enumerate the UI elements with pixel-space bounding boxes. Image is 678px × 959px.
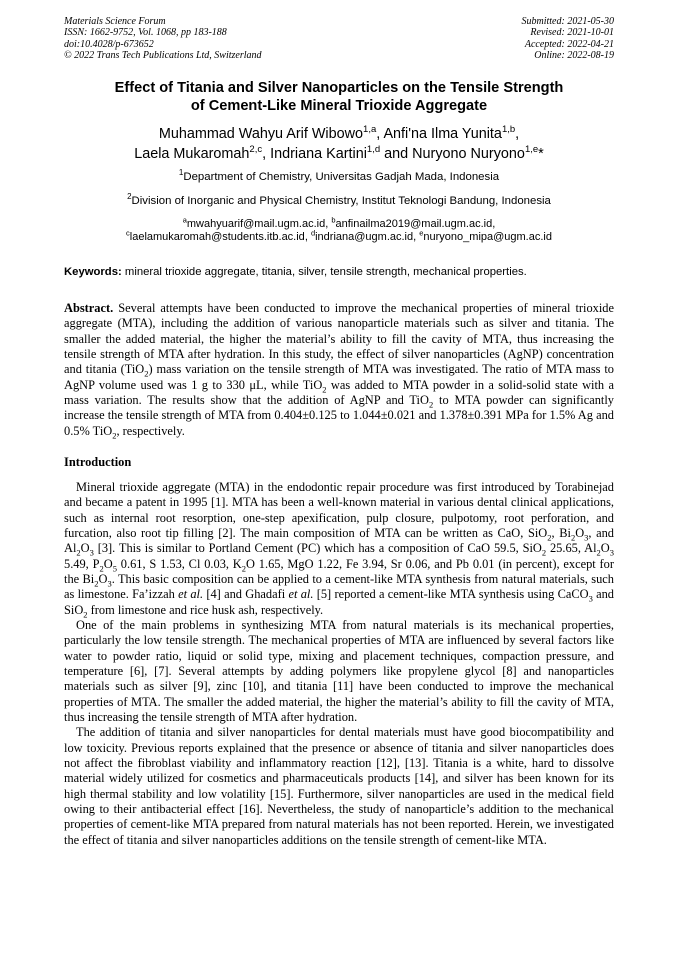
affiliation-text: Department of Chemistry, Universitas Gadjah Mada, Indonesia xyxy=(183,170,500,183)
subscript: 2 xyxy=(76,547,81,558)
email-address[interactable]: indriana@ugm.ac.id xyxy=(315,231,414,244)
subscript: 2 xyxy=(322,384,327,394)
affiliation-mark: 2 xyxy=(127,191,132,201)
email-mark: a xyxy=(182,214,187,224)
journal-issn: ISSN: 1662-9752, Vol. 1068, pp 183-188 xyxy=(64,27,227,39)
subscript: 2 xyxy=(144,368,149,379)
date-submitted: Submitted: 2021-05-30 xyxy=(521,16,614,27)
date-online: Online: 2022-08-19 xyxy=(534,50,614,62)
affiliation-2 xyxy=(64,191,614,208)
date-revised: Revised: 2021-10-01 xyxy=(530,27,614,39)
email-line-2 xyxy=(64,228,614,245)
subscript: 2 xyxy=(112,430,117,441)
author-name: Anfi'na Ilma Yunita xyxy=(383,125,502,142)
keywords xyxy=(64,265,614,279)
journal-copyright: © 2022 Trans Tech Publications Ltd, Switzerland xyxy=(64,50,262,62)
author-affil-mark: 1,b xyxy=(501,123,516,135)
title-line-2: of Cement-Like Mineral Trioxide Aggregate xyxy=(190,97,488,114)
author-separator: , xyxy=(262,145,271,162)
subscript: 2 xyxy=(596,547,601,558)
subscript: 3 xyxy=(89,547,94,558)
journal-doi: doi:10.4028/p-673652 xyxy=(64,38,154,50)
date-accepted: Accepted: 2022-04-21 xyxy=(524,38,614,50)
author-affil-mark: 1,d xyxy=(366,143,381,155)
title-line-1: Effect of Titania and Silver Nanoparticles on the Tensile Strength xyxy=(114,79,564,96)
article-dates xyxy=(522,16,615,62)
email-mark: b xyxy=(331,214,336,224)
email-separator: , xyxy=(304,231,311,244)
author-name: Laela Mukaromah xyxy=(134,145,250,162)
subscript: 2 xyxy=(428,399,434,410)
author-name: Indriana Kartini xyxy=(270,145,367,162)
email-address[interactable]: mwahyuarif@mail.ugm.ac.id xyxy=(186,217,326,230)
subscript: 2 xyxy=(541,547,547,558)
italic-text: et al. xyxy=(178,587,204,602)
author-affil-mark: 1,a xyxy=(363,123,377,135)
author-emails xyxy=(64,214,614,245)
author-name: Muhammad Wahyu Arif Wibowo xyxy=(158,125,364,142)
journal-name: Materials Science Forum xyxy=(64,16,166,27)
subscript: 2 xyxy=(241,563,247,574)
email-mark: d xyxy=(310,228,316,238)
subscript: 2 xyxy=(94,578,99,589)
author-line-2 xyxy=(64,144,614,164)
abstract-body: Several attempts have been conducted to improve the mechanical properties of mineral trioxide aggregate (MTA), including the addition of various nanoparticle materials such as silver and titania. The smaller the added material, the higher the material’s ability to fill the cavity of MTA, thus increasing the tensile strength of MTA after hydration. In this study, the effect of silver nanoparticles (AgNP) concentration and titania (TiO$_2$) mass variation on the tensile strength of MTA was investigated. The ratio of MTA mass to AgNP volume used was 1 g to 330 μL, while TiO$_2$ was added to MTA powder in a solid-solid state with a mass variation. The results show that the addition of AgNP and TiO$_2$ to MTA powder can significantly increase the tensile strength of MTA from 0.404±0.125 to 1.044±0.021 and 1.378±0.391 MPa for 1.5% Ag and 0.5% TiO$_2$, respectively. xyxy=(64,300,615,441)
corresponding-mark: * xyxy=(538,145,544,162)
author-list xyxy=(64,124,614,164)
introduction-heading: Introduction xyxy=(64,454,132,469)
email-address[interactable]: nuryono_mipa@ugm.ac.id xyxy=(423,231,552,244)
affiliation-text: Division of Inorganic and Physical Chemistry, Institut Teknologi Bandung, Indonesia xyxy=(131,194,551,207)
affiliation-mark: 1 xyxy=(178,167,184,177)
subscript: 5 xyxy=(112,563,117,574)
email-address[interactable]: laelamukaromah@students.itb.ac.id xyxy=(129,231,305,244)
author-affil-mark: 2,c xyxy=(249,143,263,155)
italic-text: et al. xyxy=(288,587,314,602)
author-line-1 xyxy=(64,124,614,144)
journal-header xyxy=(64,16,614,62)
subscript: 3 xyxy=(609,547,614,558)
subscript: 3 xyxy=(584,532,589,543)
subscript: 2 xyxy=(99,563,104,574)
subscript: 2 xyxy=(547,532,552,543)
paper-title xyxy=(64,79,614,115)
affiliation-1 xyxy=(64,167,614,184)
intro-paragraph: Mineral trioxide aggregate (MTA) in the endodontic repair procedure was first introduced by Torabinejad and became a patent in 1995 [1]. MTA has been a well-known material in various dental clinical applications, such as internal root resorption, one-step apexification, pulp closure, pulpotomy, root perforation, and furcation, also root tip filling [2]. The main composition of MTA can be written as CaO, SiO$_2$, $Bi_2O_3$, and $Al_2O_3$ [3]. This is similar to Portland Cement (PC) which has a composition of CaO 59.5, SiO$_2$ 25.65, $Al_2O_3$ 5.49, $P_2O_5$ 0.61, S 1.53, Cl 0.03, $K_2O$ 1.65, MgO 1.22, Fe 3.94, Sr 0.06, and Pb 0.01 (in percent), except for the $Bi_2O_3$. This basic composition can be applied to a cement-like MTA synthesis from natural materials, such as limestone. Fa’izzah et al. [4] and Ghadafi et al. [5] reported a cement-like MTA synthesis using CaCO$_3$ and SiO$_2$ from limestone and rice husk ash, respectively. xyxy=(64,479,614,620)
email-separator: , xyxy=(325,217,332,230)
email-address[interactable]: anfinailma2019@mail.ugm.ac.id xyxy=(335,217,493,230)
abstract xyxy=(64,301,614,439)
email-separator: , xyxy=(492,217,496,230)
intro-paragraph: The addition of titania and silver nanoparticles for dental materials must have good biocompatibility and low toxicity. Previous reports explained that the presence or absence of titania and silver nanoparticles does not affect the fibroblast viability and inflammatory reaction [12], [13]. Titania is a white, hard to dissolve material widely utilized for cosmetics and pharmaceuticals products [14], and silver has been known for its high thermal stability and low volatility [15]. Furthermore, silver nanoparticles are used in the medical field owing to their antibacterial effect [16]. Nevertheless, the study of nanoparticle’s addition to the mechanical properties of cement-like MTA prepared from natural materials has not been reported. Herein, we investigated the effect of titania and silver nanoparticles additions on the tensile strength of cement-like MTA. xyxy=(64,725,614,847)
email-line-1 xyxy=(64,214,614,232)
subscript: 3 xyxy=(107,578,112,589)
abstract-label: Abstract. xyxy=(64,300,114,315)
keywords-text: mineral trioxide aggregate, titania, silver, tensile strength, mechanical properties. xyxy=(121,265,527,278)
author-affil-mark: 1,e xyxy=(524,143,539,155)
author-separator: , xyxy=(515,125,520,142)
subscript: 3 xyxy=(588,593,593,604)
author-separator: , xyxy=(376,125,384,142)
author-separator: and xyxy=(380,145,413,162)
email-mark: e xyxy=(419,228,424,238)
keywords-label: Keywords: xyxy=(64,265,122,278)
subscript: 2 xyxy=(570,532,576,543)
journal-info xyxy=(64,16,262,62)
intro-paragraph: One of the main problems in synthesizing MTA from natural materials is its mechanical properties, particularly the low tensile strength. The mechanical properties of MTA are influenced by several factors like water to powder ratio, liquid or solid type, mixing and placement techniques, compaction pressure, and temperature [6], [7]. Several attempts by adding polymers like propylene glycol [8] and nanoparticles materials such as silver [9], zinc [10], and titania [11] have been conducted to improve the mechanical properties of MTA. The smaller the added material, the higher the material’s ability to fill the cavity of MTA, thus increasing the tensile strength of MTA after hydration. xyxy=(64,618,614,725)
author-name: Nuryono Nuryono xyxy=(412,145,525,162)
email-mark: c xyxy=(126,228,130,238)
subscript: 2 xyxy=(83,609,88,620)
email-separator: , xyxy=(413,231,420,244)
